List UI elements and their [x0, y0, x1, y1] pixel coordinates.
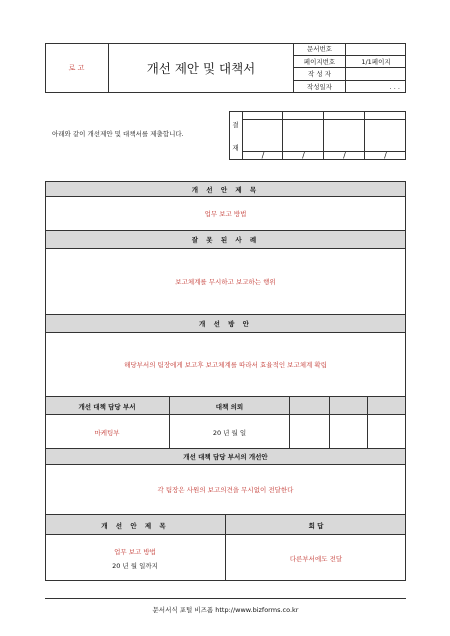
bottom-due-date: 20 년 월 일까지 — [112, 561, 158, 570]
doc-number-value — [346, 43, 406, 56]
author-value — [346, 68, 406, 81]
responsible-dept-value: 마케팅부 — [45, 415, 170, 449]
approval-extra-cell-1 — [290, 415, 330, 449]
footer-text: 문서서식 포털 비즈폼 http://www.bizforms.co.kr — [152, 605, 299, 614]
date-label: 작성일자 — [294, 81, 346, 94]
document-title-cell — [109, 43, 294, 93]
request-date: 20 년 월 일 — [170, 415, 290, 449]
date-value: . . . — [389, 82, 400, 91]
request-header: 대책 의뢰 — [170, 397, 290, 415]
page-number-value: 1/1페이지 — [346, 56, 406, 69]
wrong-case-value: 보고체계를 무시하고 보고하는 행위 — [45, 249, 406, 315]
approval-slash-1: / — [261, 151, 265, 160]
bottom-title-header: 개 선 안 제 목 — [45, 515, 226, 535]
approval-label: 결 재 — [229, 111, 243, 160]
improvement-title-header: 개 선 안 제 목 — [45, 181, 406, 197]
approval-extra-header-1 — [290, 397, 330, 415]
bottom-reply-value: 다른부서에도 전달 — [289, 554, 343, 563]
bottom-title-value: 업무 보고 방법 — [114, 547, 156, 556]
wrong-case-header: 잘 못 된 사 례 — [45, 231, 406, 249]
improvement-title-value: 업무 보고 방법 — [45, 197, 406, 231]
approval-extra-cell-2 — [330, 415, 368, 449]
page-number-label: 페이지번호 — [294, 56, 346, 69]
dept-plan-header: 개선 대책 담당 부서의 개선안 — [45, 449, 406, 465]
logo-text: 로 고 — [68, 64, 85, 72]
bottom-reply-header: 회 답 — [308, 521, 324, 530]
improvement-plan-header: 개 선 방 안 — [45, 315, 406, 333]
author-label: 작 성 자 — [294, 68, 346, 81]
bottom-title-cell — [45, 535, 226, 581]
footer-rule — [45, 598, 406, 599]
dept-plan-value: 각 팀장은 사원의 보고의견을 무시없이 전달한다 — [45, 465, 406, 515]
doc-number-label: 문서번호 — [294, 43, 346, 56]
logo-cell — [45, 43, 109, 93]
approval-extra-header-2 — [330, 397, 368, 415]
improvement-plan-value: 해당부서의 팀장에게 보고후 보고체계를 따라서 효율적인 보고체계 확립 — [45, 333, 406, 397]
responsible-dept-header: 개선 대책 담당 부서 — [45, 397, 170, 415]
intro-text: 아래와 같이 개선제안 및 대책서를 제출합니다. — [52, 130, 184, 138]
approval-slash-3: / — [343, 151, 346, 160]
approval-slash-2: / — [302, 151, 305, 160]
approval-slash-4: / — [384, 151, 387, 160]
approval-header-row — [243, 111, 406, 120]
document-title: 개선 제안 및 대책서 — [146, 61, 256, 76]
